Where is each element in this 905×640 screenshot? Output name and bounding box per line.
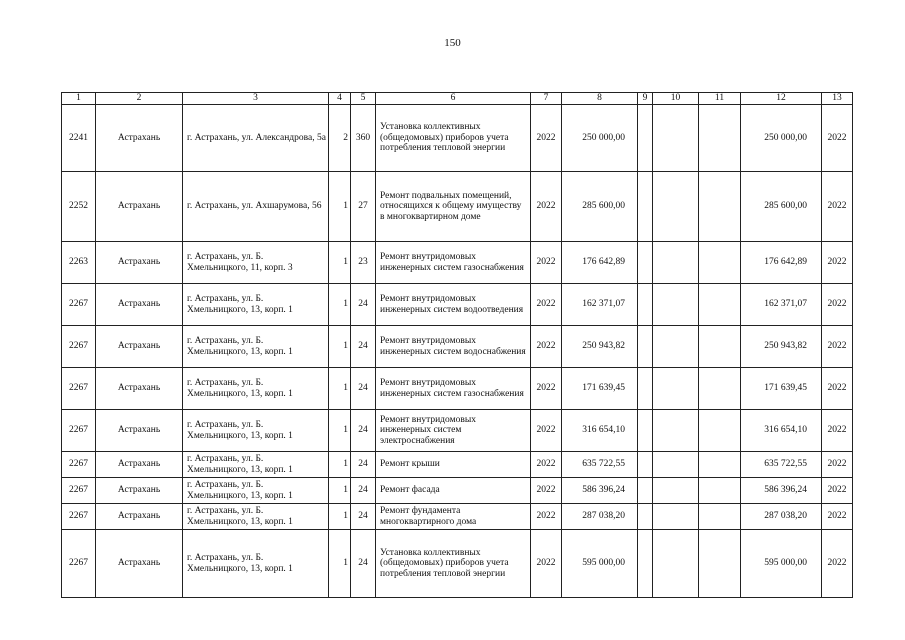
cell-col-3: г. Астрахань, ул. Б. Хмельницкого, 11, корп. 3 xyxy=(183,242,329,284)
cell-col-12: 595 000,00 xyxy=(741,530,822,598)
cell-col-9 xyxy=(638,452,653,478)
cell-col-2: Астрахань xyxy=(96,530,183,598)
cell-col-10 xyxy=(653,504,699,530)
table-row xyxy=(62,368,853,410)
cell-col-3: г. Астрахань, ул. Б. Хмельницкого, 13, корп. 1 xyxy=(183,452,329,478)
cell-col-11 xyxy=(699,368,741,410)
cell-col-12: 635 722,55 xyxy=(741,452,822,478)
cell-col-6: Ремонт внутридомовых инженерных систем водоотведения xyxy=(376,284,531,326)
cell-col-5: 24 xyxy=(351,452,376,478)
register-table xyxy=(61,92,853,598)
cell-col-6: Установка коллективных (общедомовых) приборов учета потребления тепловой энергии xyxy=(376,530,531,598)
cell-col-5: 24 xyxy=(351,368,376,410)
cell-col-9 xyxy=(638,410,653,452)
column-header: 6 xyxy=(376,93,531,105)
cell-col-1: 2252 xyxy=(62,172,96,242)
cell-col-5: 24 xyxy=(351,530,376,598)
cell-col-2: Астрахань xyxy=(96,326,183,368)
cell-col-5: 23 xyxy=(351,242,376,284)
cell-col-3: г. Астрахань, ул. Б. Хмельницкого, 13, корп. 1 xyxy=(183,504,329,530)
table-body xyxy=(62,105,853,598)
cell-col-10 xyxy=(653,530,699,598)
cell-col-6: Ремонт крыши xyxy=(376,452,531,478)
cell-col-11 xyxy=(699,504,741,530)
column-header: 1 xyxy=(62,93,96,105)
cell-col-8: 250 000,00 xyxy=(562,105,638,172)
cell-col-8: 595 000,00 xyxy=(562,530,638,598)
cell-col-2: Астрахань xyxy=(96,504,183,530)
cell-col-12: 162 371,07 xyxy=(741,284,822,326)
cell-col-1: 2267 xyxy=(62,530,96,598)
cell-col-8: 162 371,07 xyxy=(562,284,638,326)
cell-col-9 xyxy=(638,504,653,530)
cell-col-13: 2022 xyxy=(822,530,853,598)
cell-col-3: г. Астрахань, ул. Б. Хмельницкого, 13, корп. 1 xyxy=(183,478,329,504)
cell-col-10 xyxy=(653,326,699,368)
cell-col-1: 2241 xyxy=(62,105,96,172)
cell-col-12: 171 639,45 xyxy=(741,368,822,410)
cell-col-13: 2022 xyxy=(822,172,853,242)
column-header: 5 xyxy=(351,93,376,105)
cell-col-4: 1 xyxy=(329,504,351,530)
cell-col-6: Ремонт подвальных помещений, относящихся к общему имуществу в многоквартирном доме xyxy=(376,172,531,242)
cell-col-13: 2022 xyxy=(822,368,853,410)
column-header: 10 xyxy=(653,93,699,105)
cell-col-10 xyxy=(653,452,699,478)
cell-col-1: 2267 xyxy=(62,368,96,410)
table-row xyxy=(62,478,853,504)
cell-col-8: 586 396,24 xyxy=(562,478,638,504)
cell-col-12: 250 000,00 xyxy=(741,105,822,172)
table-row xyxy=(62,105,853,172)
table-row xyxy=(62,410,853,452)
column-header: 8 xyxy=(562,93,638,105)
cell-col-1: 2267 xyxy=(62,478,96,504)
cell-col-2: Астрахань xyxy=(96,452,183,478)
cell-col-8: 285 600,00 xyxy=(562,172,638,242)
cell-col-11 xyxy=(699,530,741,598)
cell-col-3: г. Астрахань, ул. Б. Хмельницкого, 13, корп. 1 xyxy=(183,284,329,326)
cell-col-7: 2022 xyxy=(531,478,562,504)
cell-col-12: 250 943,82 xyxy=(741,326,822,368)
cell-col-2: Астрахань xyxy=(96,478,183,504)
cell-col-4: 1 xyxy=(329,242,351,284)
cell-col-4: 2 xyxy=(329,105,351,172)
cell-col-13: 2022 xyxy=(822,284,853,326)
cell-col-1: 2267 xyxy=(62,452,96,478)
page-number: 150 xyxy=(444,37,461,49)
cell-col-10 xyxy=(653,105,699,172)
cell-col-4: 1 xyxy=(329,452,351,478)
cell-col-11 xyxy=(699,326,741,368)
cell-col-11 xyxy=(699,105,741,172)
table-row xyxy=(62,504,853,530)
cell-col-7: 2022 xyxy=(531,452,562,478)
cell-col-5: 24 xyxy=(351,326,376,368)
table-row xyxy=(62,284,853,326)
cell-col-4: 1 xyxy=(329,530,351,598)
cell-col-8: 250 943,82 xyxy=(562,326,638,368)
cell-col-6: Ремонт внутридомовых инженерных систем газоснабжения xyxy=(376,242,531,284)
cell-col-8: 316 654,10 xyxy=(562,410,638,452)
column-header: 13 xyxy=(822,93,853,105)
cell-col-13: 2022 xyxy=(822,410,853,452)
cell-col-10 xyxy=(653,284,699,326)
cell-col-6: Ремонт внутридомовых инженерных систем электроснабжения xyxy=(376,410,531,452)
cell-col-2: Астрахань xyxy=(96,410,183,452)
cell-col-13: 2022 xyxy=(822,105,853,172)
cell-col-7: 2022 xyxy=(531,172,562,242)
cell-col-12: 316 654,10 xyxy=(741,410,822,452)
cell-col-4: 1 xyxy=(329,172,351,242)
cell-col-7: 2022 xyxy=(531,105,562,172)
cell-col-9 xyxy=(638,326,653,368)
cell-col-11 xyxy=(699,172,741,242)
cell-col-13: 2022 xyxy=(822,452,853,478)
cell-col-9 xyxy=(638,478,653,504)
cell-col-1: 2267 xyxy=(62,284,96,326)
cell-col-4: 1 xyxy=(329,284,351,326)
cell-col-2: Астрахань xyxy=(96,284,183,326)
cell-col-1: 2267 xyxy=(62,504,96,530)
cell-col-12: 586 396,24 xyxy=(741,478,822,504)
cell-col-5: 24 xyxy=(351,504,376,530)
cell-col-9 xyxy=(638,172,653,242)
cell-col-10 xyxy=(653,410,699,452)
cell-col-8: 287 038,20 xyxy=(562,504,638,530)
cell-col-12: 287 038,20 xyxy=(741,504,822,530)
cell-col-7: 2022 xyxy=(531,284,562,326)
cell-col-13: 2022 xyxy=(822,478,853,504)
column-header: 11 xyxy=(699,93,741,105)
cell-col-6: Ремонт фасада xyxy=(376,478,531,504)
cell-col-11 xyxy=(699,242,741,284)
cell-col-7: 2022 xyxy=(531,410,562,452)
table-row xyxy=(62,242,853,284)
cell-col-5: 24 xyxy=(351,410,376,452)
cell-col-5: 24 xyxy=(351,284,376,326)
cell-col-6: Установка коллективных (общедомовых) приборов учета потребления тепловой энергии xyxy=(376,105,531,172)
cell-col-5: 360 xyxy=(351,105,376,172)
column-header: 9 xyxy=(638,93,653,105)
cell-col-11 xyxy=(699,478,741,504)
cell-col-3: г. Астрахань, ул. Б. Хмельницкого, 13, корп. 1 xyxy=(183,326,329,368)
column-header: 7 xyxy=(531,93,562,105)
cell-col-3: г. Астрахань, ул. Б. Хмельницкого, 13, корп. 1 xyxy=(183,368,329,410)
column-header: 3 xyxy=(183,93,329,105)
cell-col-10 xyxy=(653,478,699,504)
table-row xyxy=(62,172,853,242)
cell-col-1: 2267 xyxy=(62,326,96,368)
cell-col-9 xyxy=(638,368,653,410)
cell-col-3: г. Астрахань, ул. Б. Хмельницкого, 13, корп. 1 xyxy=(183,530,329,598)
cell-col-5: 27 xyxy=(351,172,376,242)
cell-col-3: г. Астрахань, ул. Ахшарумова, 56 xyxy=(183,172,329,242)
cell-col-7: 2022 xyxy=(531,326,562,368)
cell-col-10 xyxy=(653,242,699,284)
cell-col-9 xyxy=(638,105,653,172)
cell-col-12: 285 600,00 xyxy=(741,172,822,242)
cell-col-2: Астрахань xyxy=(96,242,183,284)
table-row xyxy=(62,530,853,598)
cell-col-1: 2263 xyxy=(62,242,96,284)
cell-col-9 xyxy=(638,530,653,598)
cell-col-13: 2022 xyxy=(822,242,853,284)
header-row xyxy=(62,93,853,105)
cell-col-10 xyxy=(653,368,699,410)
cell-col-4: 1 xyxy=(329,326,351,368)
cell-col-12: 176 642,89 xyxy=(741,242,822,284)
cell-col-11 xyxy=(699,284,741,326)
cell-col-9 xyxy=(638,284,653,326)
cell-col-3: г. Астрахань, ул. Александрова, 5а xyxy=(183,105,329,172)
column-header: 2 xyxy=(96,93,183,105)
column-header: 4 xyxy=(329,93,351,105)
cell-col-13: 2022 xyxy=(822,504,853,530)
cell-col-2: Астрахань xyxy=(96,368,183,410)
cell-col-4: 1 xyxy=(329,410,351,452)
cell-col-3: г. Астрахань, ул. Б. Хмельницкого, 13, корп. 1 xyxy=(183,410,329,452)
cell-col-7: 2022 xyxy=(531,530,562,598)
cell-col-4: 1 xyxy=(329,478,351,504)
cell-col-10 xyxy=(653,172,699,242)
cell-col-1: 2267 xyxy=(62,410,96,452)
cell-col-11 xyxy=(699,410,741,452)
cell-col-6: Ремонт фундамента многоквартирного дома xyxy=(376,504,531,530)
cell-col-8: 171 639,45 xyxy=(562,368,638,410)
cell-col-2: Астрахань xyxy=(96,105,183,172)
table-row xyxy=(62,452,853,478)
cell-col-11 xyxy=(699,452,741,478)
table-row xyxy=(62,326,853,368)
cell-col-5: 24 xyxy=(351,478,376,504)
column-header: 12 xyxy=(741,93,822,105)
cell-col-4: 1 xyxy=(329,368,351,410)
cell-col-6: Ремонт внутридомовых инженерных систем газоснабжения xyxy=(376,368,531,410)
cell-col-2: Астрахань xyxy=(96,172,183,242)
cell-col-8: 176 642,89 xyxy=(562,242,638,284)
cell-col-9 xyxy=(638,242,653,284)
cell-col-8: 635 722,55 xyxy=(562,452,638,478)
cell-col-7: 2022 xyxy=(531,504,562,530)
cell-col-6: Ремонт внутридомовых инженерных систем водоснабжения xyxy=(376,326,531,368)
cell-col-13: 2022 xyxy=(822,326,853,368)
cell-col-7: 2022 xyxy=(531,242,562,284)
cell-col-7: 2022 xyxy=(531,368,562,410)
